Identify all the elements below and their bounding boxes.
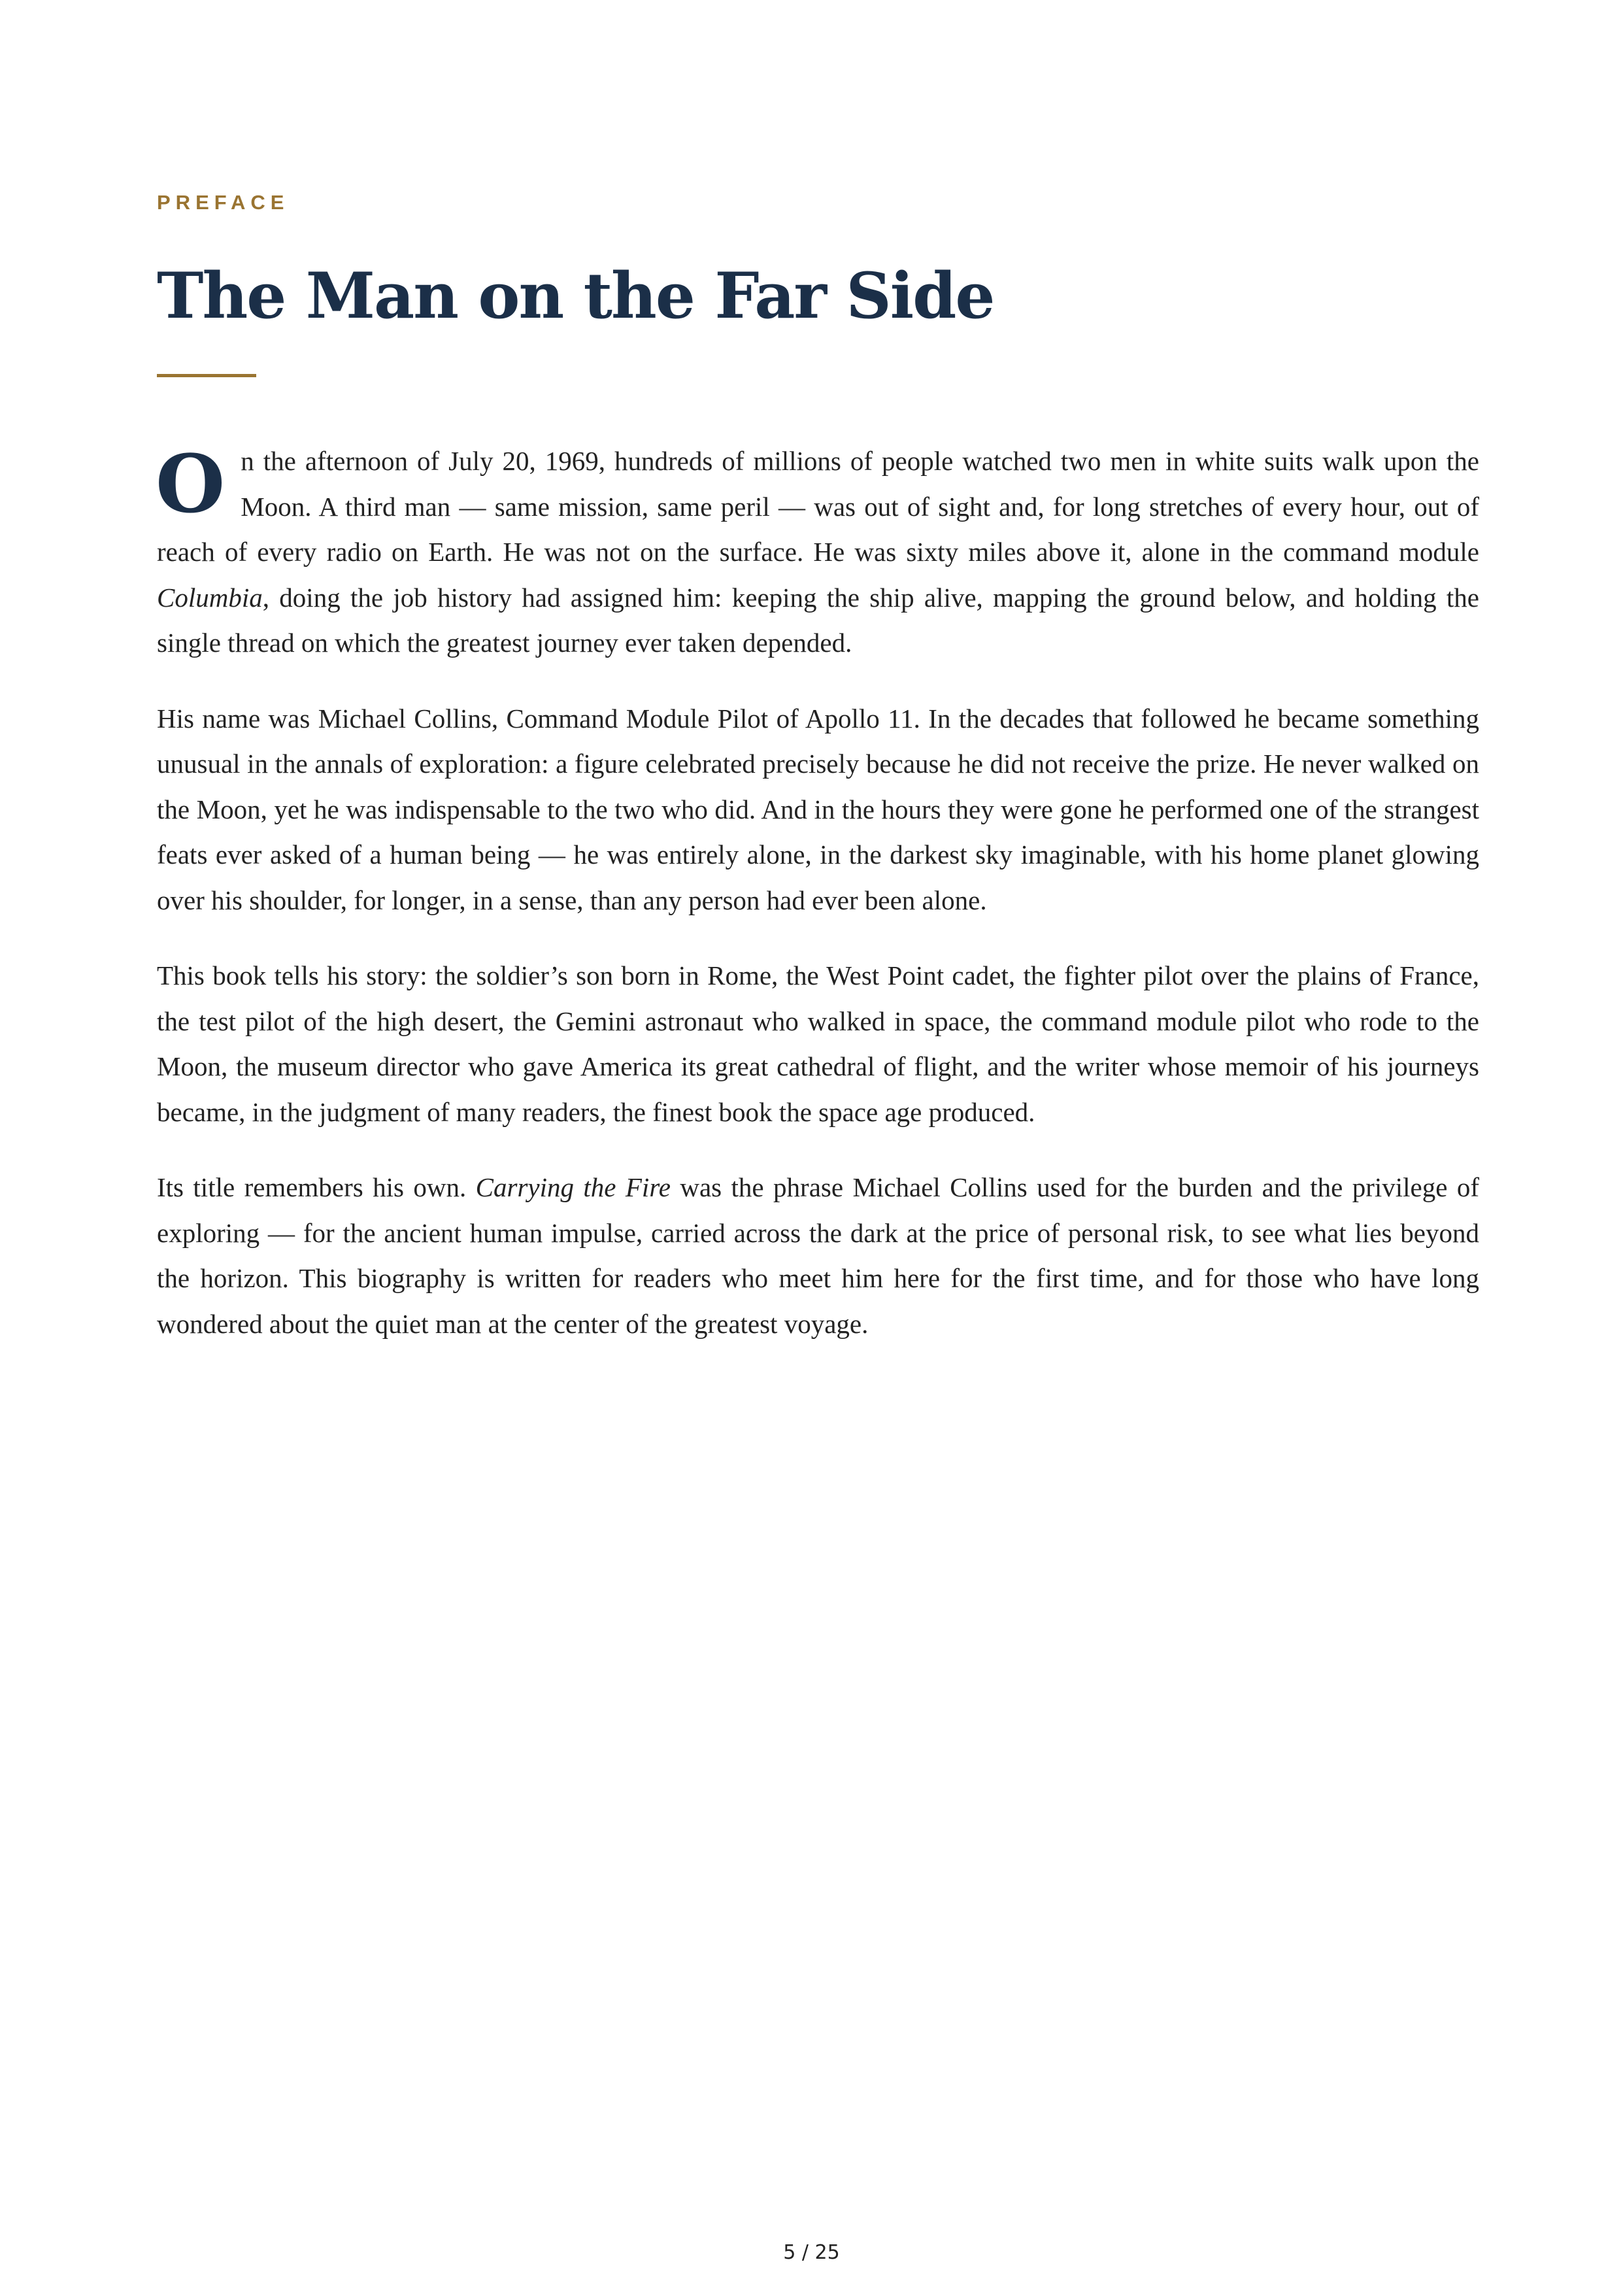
paragraph-4 [157,1165,1479,1347]
paragraph-2: His name was Michael Collins, Command Module Pilot of Apollo 11. In the decades that followed he became something unusual in the annals of exploration: a figure celebrated precisely because he did not receive the prize. He never walked on the Moon, yet he was indispensable to the two who did. And in the hours they were gone he performed one of the strangest feats ever asked of a human being — he was entirely alone, in the darkest sky imaginable, with his home planet glowing over his shoulder, for longer, in a sense, than any person had ever been alone. [157,703,1479,915]
page-content [157,188,1479,1377]
paragraph-3: This book tells his story: the soldier’s son born in Rome, the West Point cadet, the fighter pilot over the plains of France, the test pilot of the high desert, the Gemini astronaut who walked in space, the command module pilot who rode to the Moon, the museum director who gave America its great cathedral of flight, and the writer whose memoir of his journeys became, in the judgment of many readers, the finest book the space age produced. [157,960,1479,1127]
drop-cap: O [156,437,226,531]
paragraph-1-text-b: , doing the job history had assigned him: keeping the ship alive, mapping the ground below, and holding the single thread on which the greatest journey ever taken depended. [157,582,1479,658]
book-title: Carrying the Fire [475,1172,671,1202]
chapter-title: The Man on the Far Side [157,259,994,333]
paragraph-1-text-a: n the afternoon of July 20, 1969, hundreds of millions of people watched two men in white suits walk upon the Moon. A third man — same mission, same peril — was out of sight and, for long stretches of every hour, out of reach of every radio on Earth. He was not on the surface. He was sixty miles above it, alone in the command module [157,446,1479,567]
title-divider [157,374,256,377]
page-number: 5 / 25 [783,2241,840,2264]
section-label: PREFACE [157,191,290,214]
ship-name: Columbia [157,582,263,613]
body-text [157,439,1479,1347]
paragraph-1 [157,439,1479,666]
paragraph-4-text-a: Its title remembers his own. [157,1172,476,1202]
paragraph-4-text-b: was the phrase Michael Collins used for the burden and the privilege of exploring — for the ancient human impulse, carried across the dark at the price of personal risk, to see what lies beyond the horizon. This biography is written for readers who meet him here for the first time, and for those who have long wondered about the quiet man at the center of the greatest voyage. [157,1172,1479,1339]
